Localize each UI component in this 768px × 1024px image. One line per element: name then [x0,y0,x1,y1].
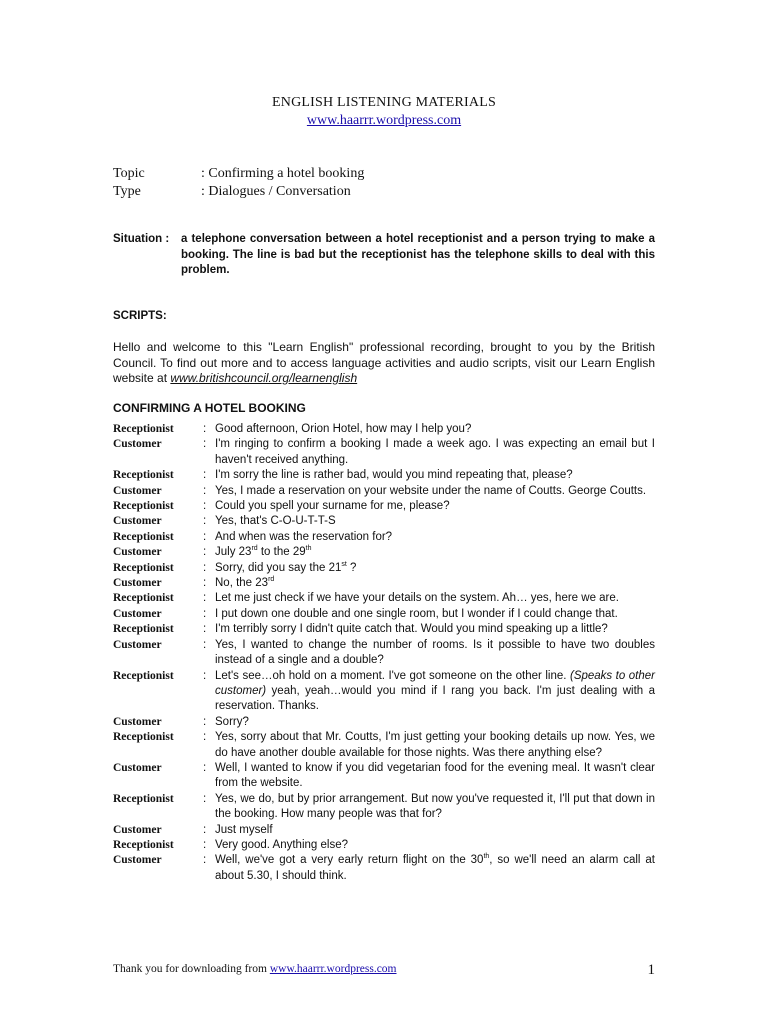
dialogue-turn [113,715,655,730]
dialogue-line [215,838,655,853]
type-label: Type [113,184,141,199]
dialogue-line [215,468,655,483]
speaker-colon: : [203,792,207,805]
speaker-label: Customer [113,607,162,620]
speaker-label: Receptionist [113,838,174,851]
speaker-label: Receptionist [113,592,174,605]
dialogue-line [215,530,655,545]
page-number: 1 [647,962,655,978]
dialogue-line [215,561,655,576]
speaker-colon: : [203,592,207,605]
line-text-continued: , so we'll need an alarm call at about 5.30, I should think. [215,854,655,882]
type-value: : Dialogues / Conversation [201,184,351,199]
speaker-label: Receptionist [113,530,174,543]
dialogue-turn [113,437,655,468]
speaker-label: Receptionist [113,623,174,636]
line-text: Yes, we do, but by prior arrangement. But now you've requested it, I'll put that down in the booking. How many people was that for? [215,792,655,821]
ordinal-suffix: rd [251,545,258,553]
header-website-link[interactable]: www.haarrr.wordpress.com [306,113,462,128]
speaker-colon: : [203,607,207,620]
speaker-colon: : [203,515,207,528]
intro-text: Hello and welcome to this "Learn English" professional recording, brought to you by the British Council. To find out more and to access language activities and audio scripts, visit our Learn English website at [113,340,655,385]
line-text: Could you spell your surname for me, please? [215,500,450,513]
speaker-label: Customer [113,854,162,867]
dialogue-turn [113,499,655,514]
scripts-heading: SCRIPTS: [113,310,167,322]
speaker-label: Receptionist [113,469,174,482]
dialogue-line [215,591,655,606]
line-text: No, the 23 [215,577,269,590]
dialogue-line [215,437,655,468]
line-text: I'm terribly sorry I didn't quite catch that. Would you mind speaking up a little? [215,623,608,636]
speaker-label: Customer [113,638,162,651]
dialogue-turn [113,622,655,637]
dialogue-line [215,499,655,514]
speaker-colon: : [203,838,207,851]
speaker-colon: : [203,438,207,451]
dialogue-line [215,422,655,437]
ordinal-suffix: th [305,545,312,553]
line-text: Well, I wanted to know if you did vegetarian food for the evening meal. It wasn't clear from the website. [215,761,655,790]
speaker-label: Customer [113,484,162,497]
intro-paragraph [113,340,655,387]
speaker-colon: : [203,731,207,744]
speaker-label: Receptionist [113,669,174,682]
speaker-colon: : [203,561,207,574]
dialogue-line [215,638,655,669]
dialogue-turn [113,561,655,576]
dialogue-line [215,761,655,792]
dialogue-turn [113,669,655,715]
dialogue-turn [113,514,655,529]
dialogue-turn [113,422,655,437]
dialogue-line [215,607,655,622]
line-text-continued: yeah, yeah…would you mind if I rang you back. I'm just dealing with a reservation. Thanks. [215,684,655,713]
speaker-label: Receptionist [113,423,174,435]
speaker-label: Customer [113,438,162,451]
dialogue-turn [113,838,655,853]
type-row [113,184,351,200]
line-text: Yes, sorry about that Mr. Coutts, I'm just getting your booking details up now. Yes, we do have another double available for those nights. Was there anything else? [215,731,655,759]
document-title: ENGLISH LISTENING MATERIALS [272,95,496,110]
speaker-colon: : [203,469,207,482]
speaker-colon: : [203,423,207,435]
speaker-colon: : [203,546,207,559]
speaker-colon: : [203,484,207,497]
speaker-label: Receptionist [113,731,174,744]
speaker-label: Receptionist [113,500,174,513]
topic-row [113,166,364,182]
line-text: And when was the reservation for? [215,530,393,543]
line-text-continued: ? [346,561,357,574]
speaker-label: Receptionist [113,792,174,805]
line-text: Yes, I made a reservation on your website under the name of Coutts. George Coutts. [215,484,647,497]
dialogue-turn [113,607,655,622]
situation-label: Situation : [113,233,170,245]
topic-value: : Confirming a hotel booking [201,166,365,181]
stage-direction: (Speaks to other customer) [215,669,655,697]
dialogue-turn [113,591,655,606]
line-text: Sorry, did you say the 21 [215,561,342,574]
ordinal-suffix: st [341,560,347,568]
dialogue-turn [113,468,655,483]
dialogue-turn [113,853,655,884]
line-text: Let me just check if we have your details on the system. Ah… yes, here we are. [215,592,619,605]
speaker-label: Customer [113,761,162,774]
dialogue-turn [113,792,655,823]
topic-label: Topic [113,166,145,181]
speaker-label: Customer [113,515,162,528]
speaker-colon: : [203,530,207,543]
speaker-colon: : [203,823,207,836]
dialogue-line [215,576,655,591]
dialogue-turn [113,484,655,499]
dialogue-turn [113,638,655,669]
situation-block [113,232,655,279]
dialogue-turn [113,530,655,545]
speaker-label: Customer [113,715,162,728]
line-text: Sorry? [215,715,249,728]
dialogue-line [215,622,655,637]
line-text: I'm sorry the line is rather bad, would you mind repeating that, please? [215,469,573,482]
line-text: Just myself [215,823,273,836]
speaker-colon: : [203,577,207,590]
dialogue-line [215,669,655,715]
dialogue-line [215,823,655,838]
speaker-colon: : [203,623,207,636]
line-text: Very good. Anything else? [215,838,348,851]
dialogue-line [215,715,655,730]
dialogue-turn [113,761,655,792]
line-text: Let's see…oh hold on a moment. I've got someone on the other line. [215,669,570,682]
dialogue-line [215,545,655,560]
line-text: Well, we've got a very early return flight on the 30 [215,854,484,867]
line-text-continued: to the 29 [257,546,306,559]
dialogue-line [215,792,655,823]
line-text: Yes, that's C-O-U-T-T-S [215,515,336,528]
speaker-colon: : [203,500,207,513]
speaker-label: Receptionist [113,561,174,574]
footer-website-link[interactable]: www.haarrr.wordpress.com [269,963,397,975]
header-link-row [0,113,768,129]
situation-text: a telephone conversation between a hotel receptionist and a person trying to make a booking. The line is bad but the receptionist has the telephone skills to deal with this problem. [181,233,655,276]
dialogue-line [215,853,655,884]
line-text: Good afternoon, Orion Hotel, how may I help you? [215,423,472,435]
speaker-colon: : [203,638,207,651]
dialogue [113,422,655,884]
line-text: I put down one double and one single room, but I wonder if I could change that. [215,607,618,620]
dialogue-turn [113,823,655,838]
dialogue-heading: CONFIRMING A HOTEL BOOKING [113,401,306,415]
speaker-colon: : [203,669,207,682]
speaker-label: Customer [113,546,162,559]
speaker-colon: : [203,761,207,774]
footer [113,963,397,975]
dialogue-line [215,484,655,499]
dialogue-line [215,730,655,761]
dialogue-turn [113,730,655,761]
speaker-label: Customer [113,577,162,590]
dialogue-turn [113,545,655,560]
line-text: Yes, I wanted to change the number of rooms. Is it possible to have two doubles instead of a single and a double? [215,638,655,667]
line-text: July 23 [215,546,252,559]
speaker-colon: : [203,854,207,867]
line-text: I'm ringing to confirm a booking I made a week ago. I was expecting an email but I haven't received anything. [215,438,655,466]
ordinal-suffix: rd [268,576,275,584]
ordinal-suffix: th [483,853,490,861]
footer-text: Thank you for downloading from [113,963,270,975]
dialogue-line [215,514,655,529]
speaker-colon: : [203,715,207,728]
speaker-label: Customer [113,823,162,836]
british-council-link[interactable]: www.britishcouncil.org/learnenglish [170,371,358,385]
dialogue-turn [113,576,655,591]
